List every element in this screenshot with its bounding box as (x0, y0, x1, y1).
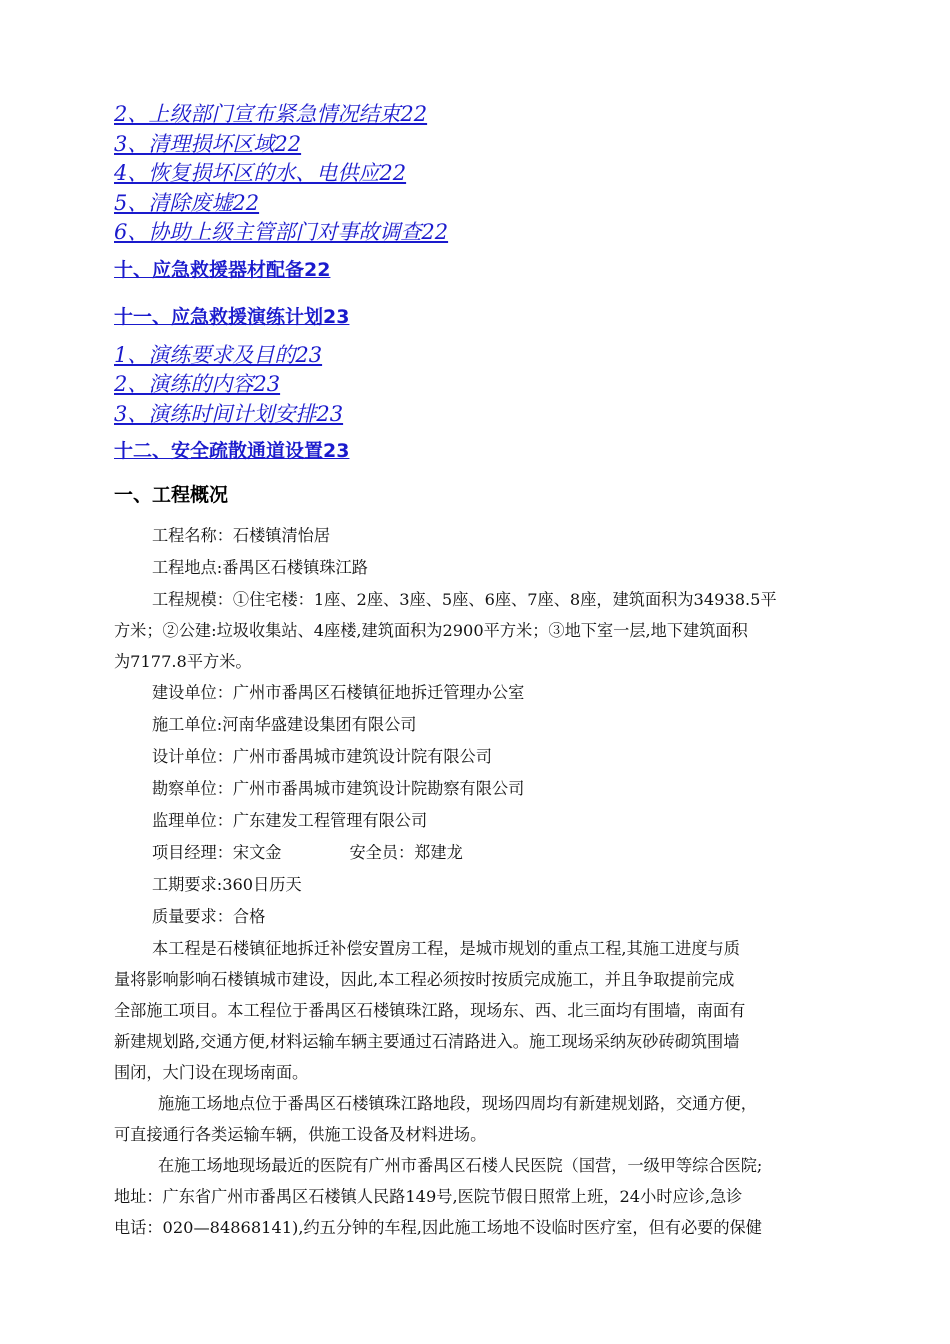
project-surveyor: 勘察单位：广州市番禺城市建筑设计院勘察有限公司 (152, 779, 525, 798)
project-owner: 建设单位：广州市番禺区石楼镇征地拆迁管理办公室 (152, 683, 525, 702)
toc-link[interactable]: 6、协助上级主管部门对事故调查22 (114, 220, 449, 244)
paragraph (114, 1088, 864, 1150)
text-line: 本工程是石楼镇征地拆迁补偿安置房工程，是城市规划的重点工程,其施工进度与质 (152, 939, 740, 958)
toc-link[interactable]: 3、演练时间计划安排23 (114, 401, 344, 426)
project-name: 工程名称：石楼镇清怡居 (152, 526, 331, 545)
text-line: 围闭，大门设在现场南面。 (114, 1063, 309, 1082)
project-contractor: 施工单位:河南华盛建设集团有限公司 (152, 715, 417, 734)
text-line: 电话：020—84868141),约五分钟的车程,因此施工场地不设临时医疗室，但有必要的保健 (114, 1218, 762, 1237)
project-quality: 质量要求：合格 (152, 907, 266, 926)
toc-heading-link[interactable]: 十一、应急救援演练计划23 (114, 305, 350, 328)
project-scale (114, 584, 864, 677)
project-overview (114, 520, 864, 1243)
text-line: 为7177.8平方米。 (114, 652, 252, 671)
table-of-contents (114, 100, 874, 466)
project-staff (114, 837, 864, 869)
paragraph (114, 1150, 864, 1243)
toc-link[interactable]: 5、清除废墟22 (114, 190, 260, 215)
project-duration: 工期要求:360日历天 (152, 875, 302, 894)
toc-link[interactable]: 3、清理损坏区域22 (114, 131, 302, 156)
text-line: 量将影响影响石楼镇城市建设，因此,本工程必须按时按质完成施工，并且争取提前完成 (114, 970, 735, 989)
text-line: 工程规模：①住宅楼：1座、2座、3座、5座、6座、7座、8座，建筑面积为34938.5平 (152, 590, 777, 609)
text-line: 地址：广东省广州市番禺区石楼镇人民路149号,医院节假日照常上班，24小时应诊,急诊 (114, 1187, 743, 1206)
project-designer: 设计单位：广州市番禺城市建筑设计院有限公司 (152, 747, 492, 766)
project-manager: 项目经理：宋文金 (152, 843, 282, 862)
safety-officer: 安全员：郑建龙 (349, 843, 463, 862)
text-line: 可直接通行各类运输车辆，供施工设备及材料进场。 (114, 1125, 487, 1144)
project-location: 工程地点:番禺区石楼镇珠江路 (152, 558, 368, 577)
text-line: 在施工场地现场最近的医院有广州市番禺区石楼人民医院（国营，一级甲等综合医院; (158, 1156, 763, 1175)
section-title: 一、工程概况 (114, 484, 229, 506)
text-line: 新建规划路,交通方便,材料运输车辆主要通过石清路进入。施工现场采纳灰砂砖砌筑围墙 (114, 1032, 740, 1051)
toc-heading-link[interactable]: 十二、安全疏散通道设置23 (114, 440, 350, 462)
toc-link[interactable]: 2、上级部门宣布紧急情况结束22 (114, 102, 428, 126)
toc-heading-link[interactable]: 十、应急救援器材配备22 (114, 258, 331, 281)
text-line: 全部施工项目。本工程位于番禺区石楼镇珠江路，现场东、西、北三面均有围墙，南面有 (114, 1001, 746, 1020)
paragraph (114, 933, 864, 1088)
toc-link[interactable]: 4、恢复损坏区的水、电供应22 (114, 161, 407, 185)
toc-link[interactable]: 2、演练的内容23 (114, 372, 281, 396)
toc-link[interactable]: 1、演练要求及目的23 (114, 342, 323, 367)
project-supervisor: 监理单位：广东建发工程管理有限公司 (152, 811, 428, 830)
text-line: 方米；②公建:垃圾收集站、4座楼,建筑面积为2900平方米；③地下室一层,地下建筑面积 (114, 621, 748, 640)
text-line: 施施工场地点位于番禺区石楼镇珠江路地段，现场四周均有新建规划路，交通方便， (158, 1094, 757, 1113)
